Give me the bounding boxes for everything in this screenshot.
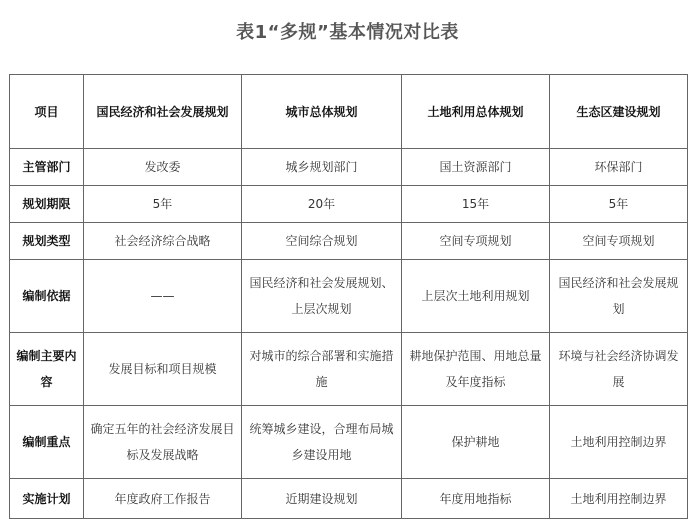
- header-economic-plan: 国民经济和社会发展规划: [84, 75, 242, 149]
- row-label: 编制主要内容: [10, 333, 84, 406]
- table-cell: 国民经济和社会发展规划、上层次规划: [242, 260, 402, 333]
- table-cell: 近期建设规划: [242, 479, 402, 519]
- table-row: [10, 333, 688, 406]
- table-cell: 国民经济和社会发展规划: [550, 260, 688, 333]
- table-row: [10, 479, 688, 519]
- table-cell: 空间专项规划: [402, 223, 550, 260]
- row-label: 编制重点: [10, 406, 84, 479]
- table-cell: 年度政府工作报告: [84, 479, 242, 519]
- table-cell: 发改委: [84, 149, 242, 186]
- table-title: 表1“多规”基本情况对比表: [236, 22, 459, 43]
- header-eco-plan: 生态区建设规划: [550, 75, 688, 149]
- table-row: [10, 223, 688, 260]
- table-cell: 发展目标和项目规模: [84, 333, 242, 406]
- table-cell: 20年: [242, 186, 402, 223]
- table-cell: 社会经济综合战略: [84, 223, 242, 260]
- table-row: [10, 186, 688, 223]
- table-cell: 土地利用控制边界: [550, 479, 688, 519]
- table-cell: 5年: [84, 186, 242, 223]
- row-label: 实施计划: [10, 479, 84, 519]
- table-cell: 统筹城乡建设，合理布局城乡建设用地: [242, 406, 402, 479]
- row-label: 规划类型: [10, 223, 84, 260]
- table-cell: 上层次土地利用规划: [402, 260, 550, 333]
- table-cell: 土地利用控制边界: [550, 406, 688, 479]
- table-cell: 保护耕地: [402, 406, 550, 479]
- row-label: 编制依据: [10, 260, 84, 333]
- table-cell: 城乡规划部门: [242, 149, 402, 186]
- table-cell: 空间专项规划: [550, 223, 688, 260]
- table-cell: 确定五年的社会经济发展目标及发展战略: [84, 406, 242, 479]
- header-urban-plan: 城市总体规划: [242, 75, 402, 149]
- table-cell: 环境与社会经济协调发展: [550, 333, 688, 406]
- header-row: [10, 75, 688, 149]
- table-cell: 国土资源部门: [402, 149, 550, 186]
- table-cell: 空间综合规划: [242, 223, 402, 260]
- table-row: [10, 149, 688, 186]
- table-cell: 15年: [402, 186, 550, 223]
- row-label: 规划期限: [10, 186, 84, 223]
- row-label: 主管部门: [10, 149, 84, 186]
- table-row: [10, 260, 688, 333]
- table-cell: ——: [84, 260, 242, 333]
- header-land-plan: 土地利用总体规划: [402, 75, 550, 149]
- table-cell: 年度用地指标: [402, 479, 550, 519]
- table-cell: 环保部门: [550, 149, 688, 186]
- table-row: [10, 406, 688, 479]
- table-cell: 对城市的综合部署和实施措施: [242, 333, 402, 406]
- table-cell: 耕地保护范围、用地总量及年度指标: [402, 333, 550, 406]
- comparison-table: [9, 74, 688, 519]
- table-cell: 5年: [550, 186, 688, 223]
- header-item: 项目: [10, 75, 84, 149]
